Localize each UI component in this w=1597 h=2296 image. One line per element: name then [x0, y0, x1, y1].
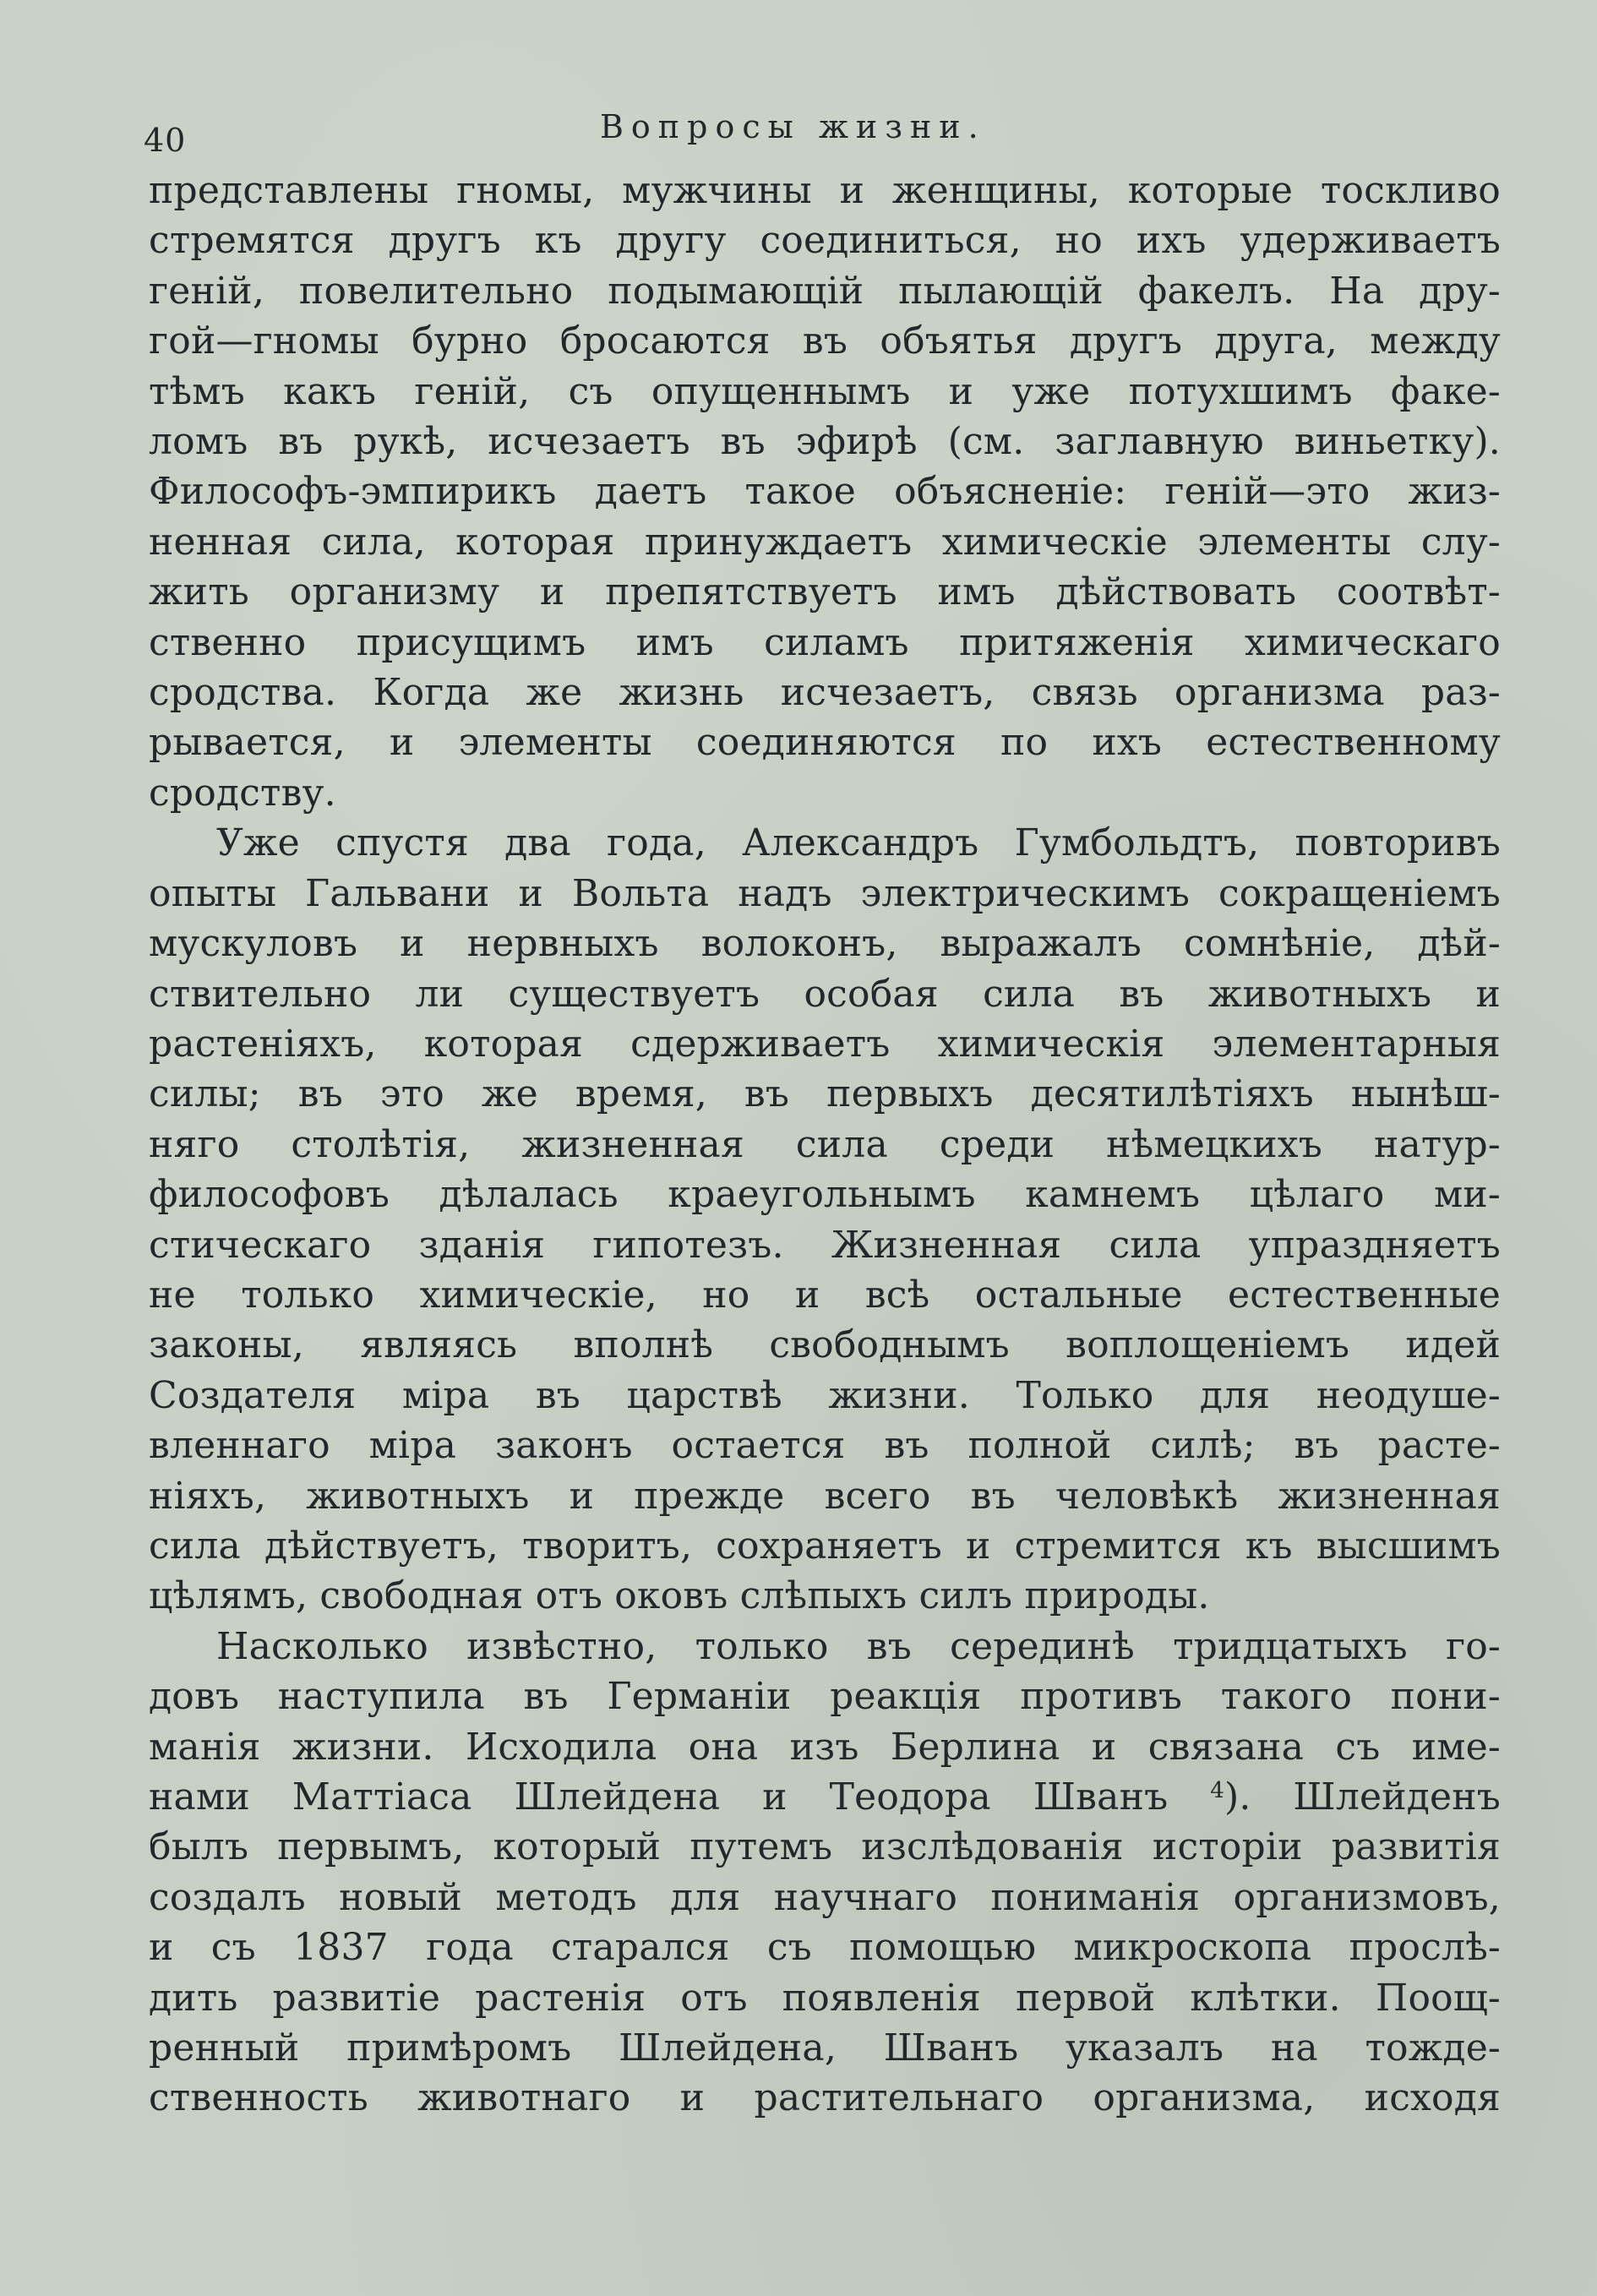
text-line: манiя жизни. Исходила она изъ Берлина и связана съ име- — [149, 1725, 1501, 1769]
text-line: былъ первымъ, который путемъ изслѣдованiя исторiи развитiя — [149, 1825, 1501, 1869]
text-line: не только химическiе, но и всѣ остальные естественные — [149, 1273, 1501, 1317]
text-line: няго столѣтiя, жизненная сила среди нѣмецкихъ натур- — [149, 1122, 1501, 1166]
text-line: тѣмъ какъ генiй, съ опущеннымъ и уже потухшимъ факе- — [149, 369, 1501, 413]
text-line: Насколько извѣстно, только въ серединѣ тридцатыхъ го- — [216, 1624, 1501, 1668]
text-line: ственно присущимъ имъ силамъ притяженiя химическаго — [149, 620, 1501, 664]
text-line: Уже спустя два года, Александръ Гумбольдтъ, повторивъ — [216, 821, 1501, 865]
text-line: сродству. — [149, 771, 336, 815]
text-line: жить организму и препятствуетъ имъ дѣйствовать соотвѣт- — [149, 570, 1501, 614]
text-line: дить развитiе растенiя отъ появленiя первой клѣтки. Поощ- — [149, 1976, 1501, 2020]
text-line-with-footnote — [149, 1772, 1501, 1822]
text-segment: ). Шлейденъ — [1224, 1775, 1501, 1819]
text-line: нiяхъ, животныхъ и прежде всего въ человѣкѣ жизненная — [149, 1474, 1501, 1518]
text-line: ломъ въ рукѣ, исчезаетъ въ эфирѣ (см. заглавную виньетку). — [149, 420, 1501, 464]
text-line: Создателя мiра въ царствѣ жизни. Только для неодуше- — [149, 1373, 1501, 1417]
text-line: сродства. Когда же жизнь исчезаетъ, связь организма раз- — [149, 671, 1501, 715]
text-line: и съ 1837 года старался съ помощью микроскопа прослѣ- — [149, 1926, 1501, 1970]
text-line: довъ наступила въ Германiи реакцiя противъ такого пони- — [149, 1675, 1501, 1719]
running-head — [144, 100, 1496, 159]
text-line: цѣлямъ, свободная отъ оковъ слѣпыхъ силъ природы. — [149, 1574, 1210, 1618]
text-line: ствительно ли существуетъ особая сила въ животныхъ и — [149, 972, 1501, 1016]
text-line: Философъ-эмпирикъ даетъ такое объясненiе: генiй—это жиз- — [149, 470, 1501, 514]
text-line: генiй, повелительно подымающiй пылающiй факелъ. На дру- — [149, 269, 1501, 313]
text-line: стремятся другъ къ другу соединиться, но ихъ удерживаетъ — [149, 219, 1501, 263]
text-line: ственность животнаго и растительнаго организма, исходя — [149, 2076, 1501, 2120]
text-line: создалъ новый методъ для научнаго пониманiя организмовъ, — [149, 1875, 1501, 1919]
text-line: стическаго зданiя гипотезъ. Жизненная сила упраздняетъ — [149, 1223, 1501, 1267]
paragraph-2 — [149, 818, 1501, 1622]
paragraph-1 — [149, 166, 1501, 818]
text-line: законы, являясь вполнѣ свободнымъ воплощенiемъ идей — [149, 1323, 1501, 1367]
paragraph-3 — [149, 1622, 1501, 2124]
page-number: 40 — [144, 122, 187, 159]
text-line: рывается, и элементы соединяются по ихъ естественному — [149, 721, 1501, 765]
text-line: силы; въ это же время, въ первыхъ десятилѣтiяхъ нынѣш- — [149, 1072, 1501, 1116]
body-text — [149, 166, 1501, 2124]
running-title: Вопросы жизни. — [600, 108, 986, 145]
text-line: представлены гномы, мужчины и женщины, которые тоскливо — [149, 169, 1501, 212]
text-line: опыты Гальвани и Вольта надъ электрическимъ сокращенiемъ — [149, 871, 1501, 915]
footnote-marker[interactable]: 4 — [1210, 1778, 1224, 1803]
text-line: растенiяхъ, которая сдерживаетъ химическiя элементарныя — [149, 1022, 1501, 1066]
text-line: вленнаго мiра законъ остается въ полной силѣ; въ расте- — [149, 1424, 1501, 1468]
text-line: гой—гномы бурно бросаются въ объятья другъ друга, между — [149, 319, 1501, 363]
text-line: ренный примѣромъ Шлейдена, Шванъ указалъ на тожде- — [149, 2026, 1501, 2070]
text-line: ненная сила, которая принуждаетъ химическiе элементы слу- — [149, 520, 1501, 564]
text-line: мускуловъ и нервныхъ волоконъ, выражалъ сомнѣнiе, дѣй- — [149, 922, 1501, 966]
text-line: сила дѣйствуетъ, творитъ, сохраняетъ и стремится къ высшимъ — [149, 1524, 1501, 1568]
text-line: философовъ дѣлалась краеугольнымъ камнемъ цѣлаго ми- — [149, 1173, 1501, 1217]
text-segment: нами Маттiаса Шлейдена и Теодора Шванъ — [149, 1775, 1169, 1819]
